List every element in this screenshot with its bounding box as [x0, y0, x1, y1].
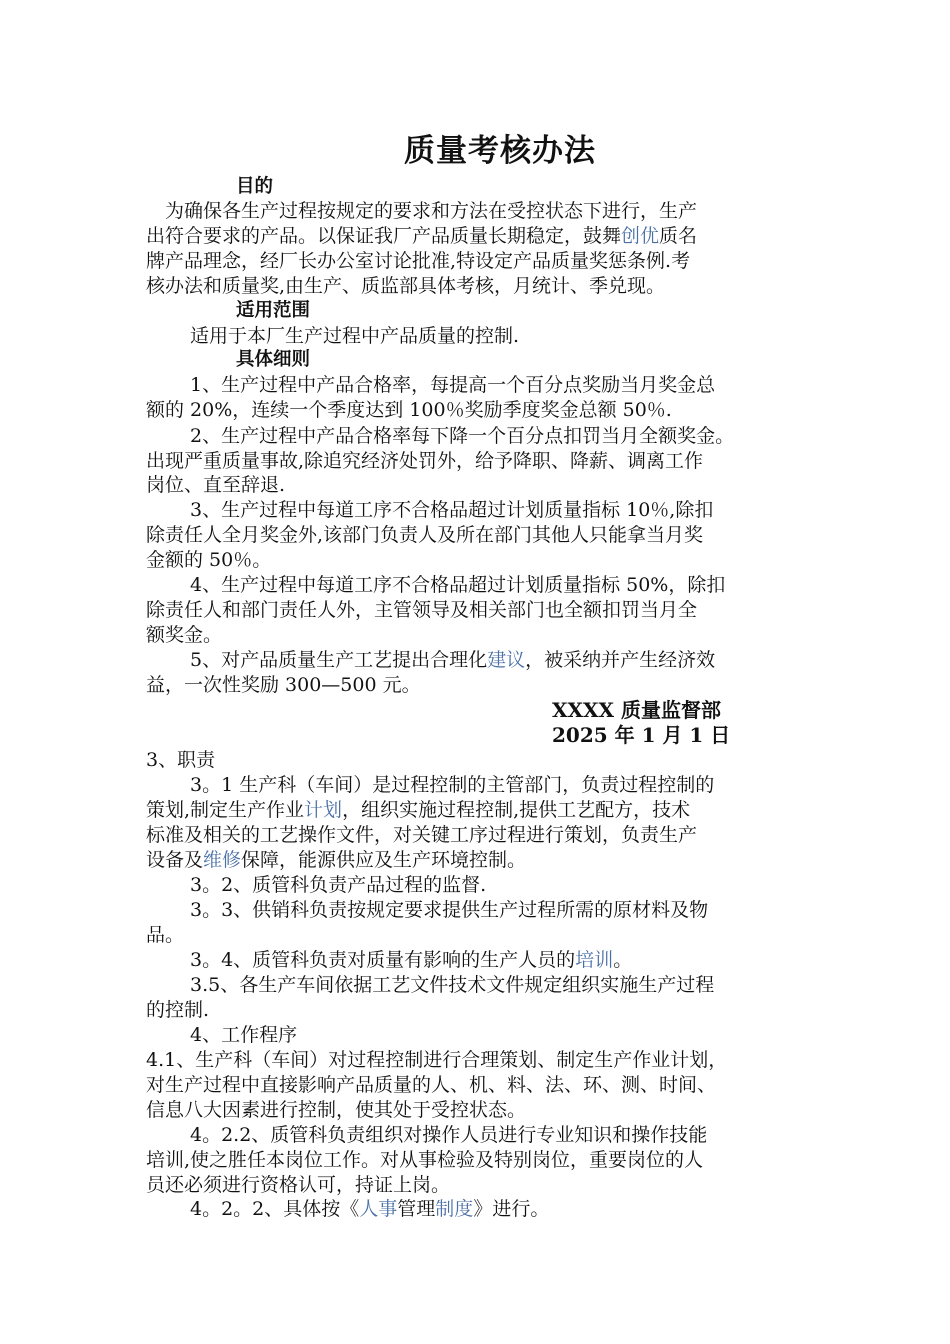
link-text[interactable]: 计划	[304, 799, 343, 821]
purpose-heading: 目的	[236, 176, 274, 197]
rule-line: 益，一次性奖励 300—500 元。	[146, 674, 421, 696]
procedure-line: 4.1、生产科（车间）对过程控制进行合理策划、制定生产作业计划，	[146, 1049, 728, 1071]
rule-line: 1、生产过程中产品合格率，每提高一个百分点奖励当月奖金总	[190, 374, 716, 396]
procedure-heading: 4、工作程序	[190, 1024, 298, 1046]
duty-line: 3。2、质管科负责产品过程的监督.	[190, 874, 487, 896]
duty-line: 3。4、质管科负责对质量有影响的生产人员的培训。	[190, 949, 633, 971]
rule-line: 4、生产过程中每道工序不合格品超过计划质量指标 50%，除扣	[190, 574, 726, 596]
rule-line: 5、对产品质量生产工艺提出合理化建议，被采纳并产生经济效	[190, 649, 716, 671]
link-text[interactable]: 建议	[487, 649, 526, 671]
link-text[interactable]: 培训	[575, 949, 614, 971]
duty-line: 标准及相关的工艺操作文件，对关键工序过程进行策划，负责生产	[146, 824, 698, 846]
scope-line: 适用于本厂生产过程中产品质量的控制.	[190, 325, 520, 347]
duty-line: 3.5、各生产车间依据工艺文件技术文件规定组织实施生产过程	[190, 974, 715, 996]
duty-line: 3。3、供销科负责按规定要求提供生产过程所需的原材料及物	[190, 899, 709, 921]
duty-line: 3。1 生产科（车间）是过程控制的主管部门，负责过程控制的	[190, 774, 715, 796]
duty-line: 品。	[146, 924, 185, 946]
procedure-line: 4。2.2、质管科负责组织对操作人员进行专业知识和操作技能	[190, 1124, 708, 1146]
signature-org: XXXX 质量监督部	[552, 698, 722, 722]
link-text[interactable]: 制度	[435, 1198, 474, 1220]
rule-line: 岗位、直至辞退.	[146, 474, 286, 496]
procedure-line: 信息八大因素进行控制，使其处于受控状态。	[146, 1099, 527, 1121]
rule-line: 3、生产过程中每道工序不合格品超过计划质量指标 10％,除扣	[190, 499, 714, 521]
duty-line: 的控制.	[146, 999, 210, 1021]
scope-heading: 适用范围	[236, 300, 311, 321]
rule-line: 出现严重质量事故,除追究经济处罚外，给予降职、降薪、调离工作	[146, 450, 704, 472]
rule-line: 除责任人全月奖金外,该部门负责人及所在部门其他人只能拿当月奖	[146, 524, 704, 546]
duty-heading: 3、职责	[146, 749, 216, 771]
rules-heading: 具体细则	[236, 349, 311, 370]
rule-line: 额奖金。	[146, 624, 223, 646]
link-text[interactable]: 维修	[203, 849, 242, 871]
document-title: 质量考核办法	[404, 133, 596, 169]
rule-line: 金额的 50％。	[146, 549, 272, 571]
procedure-line: 对生产过程中直接影响产品质量的人、机、料、法、环、测、时间、	[146, 1074, 717, 1096]
purpose-line: 核办法和质量奖,由生产、质监部具体考核，月统计、季兑现。	[146, 275, 666, 297]
link-text[interactable]: 人事	[359, 1198, 398, 1220]
link-text[interactable]: 创优	[621, 225, 660, 247]
purpose-line: 牌产品理念，经厂长办公室讨论批准,特设定产品质量奖惩条例.考	[146, 250, 691, 272]
procedure-line: 4。2。2、具体按《人事管理制度》进行。	[190, 1198, 550, 1220]
rule-line: 额的 20%，连续一个季度达到 100％奖励季度奖金总额 50％.	[146, 399, 672, 421]
duty-line: 设备及维修保障，能源供应及生产环境控制。	[146, 849, 527, 871]
signature-date: 2025 年 1 月 1 日	[552, 723, 731, 747]
duty-line: 策划,制定生产作业计划，组织实施过程控制,提供工艺配方，技术	[146, 799, 691, 821]
purpose-line: 为确保各生产过程按规定的要求和方法在受控状态下进行，生产	[165, 200, 698, 222]
rule-line: 除责任人和部门责任人外，主管领导及相关部门也全额扣罚当月全	[146, 599, 698, 621]
rule-line: 2、生产过程中产品合格率每下降一个百分点扣罚当月全额奖金。	[190, 425, 735, 447]
purpose-line: 出符合要求的产品。以保证我厂产品质量长期稳定，鼓舞创优质名	[146, 225, 698, 247]
procedure-line: 员还必须进行资格认可，持证上岗。	[146, 1174, 451, 1196]
procedure-line: 培训,使之胜任本岗位工作。对从事检验及特别岗位，重要岗位的人	[146, 1149, 704, 1171]
